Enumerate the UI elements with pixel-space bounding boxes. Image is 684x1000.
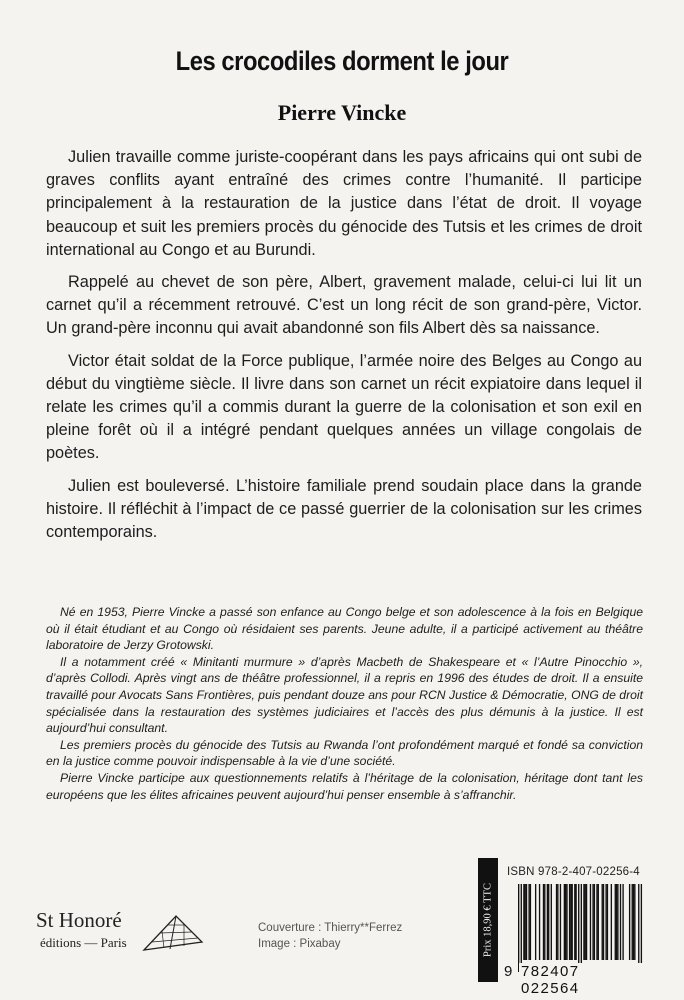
barcode-bar (525, 884, 526, 960)
synopsis-paragraph-2: Rappelé au chevet de son père, Albert, gravement malade, celui-ci lui lit un carnet qu’il a récemment retrouvé. C’est un long récit de son grand-père, Victor. Un grand-père inconnu qui avait abandonné son fils Albert dès sa naissance. (46, 273, 642, 338)
barcode-bar (620, 884, 621, 960)
barcode-digits (504, 960, 644, 997)
synopsis (46, 146, 642, 553)
barcode-bar (574, 884, 575, 960)
credits (258, 920, 402, 952)
barcode-bar (602, 884, 603, 960)
barcode-bar (581, 884, 582, 972)
barcode-bar (634, 884, 635, 960)
synopsis-paragraph-3: Victor était soldat de la Force publique, l’armée noire des Belges au Congo au début du vingtième siècle. Il livre dans son carnet un récit expiatoire dans lequel il relate les crimes qu’il a commis durant la guerre de la colonisation et son exil en pleine forêt où il a intégré pendant quelques années un village congolais de poètes. (46, 351, 642, 463)
barcode-bar (551, 884, 552, 960)
image-credit: Image : Pixabay (258, 938, 341, 950)
barcode-bar (592, 884, 593, 960)
barcode-bar (616, 884, 617, 960)
pyramid-icon (140, 912, 204, 952)
cover-credit: Couverture : Thierry**Ferrez (258, 922, 403, 934)
barcode-digit-first: 9 (504, 963, 513, 980)
author-bio (46, 604, 643, 803)
barcode-bar (518, 884, 519, 972)
book-title: Les crocodiles dorment le jour (175, 46, 509, 76)
barcode-bar (615, 884, 616, 960)
publisher-subtitle: éditions — Paris (40, 935, 127, 950)
barcode-bar (570, 884, 571, 960)
barcode-bar (633, 884, 634, 960)
barcode-bar (594, 884, 595, 960)
barcode-bar (590, 884, 591, 960)
barcode-bar (603, 884, 604, 960)
barcode-bar (547, 884, 548, 960)
publisher-logo (36, 908, 216, 958)
bio-paragraph-2: Il a notamment créé « Minitanti murmure » d’après Macbeth de Shakespeare et « l’Autre Pinocchio », d’après Collodi. Après vingt ans de théâtre professionnel, il a repris en 1996 des études de droit. Il a ensuite travaillé pour Avocats Sans Frontières, puis pendant douze ans pour RCN Justice & Démocratie, ONG de droit spécialisée dans la restauration des systèmes judiciaires et l’accès des plus démunis à la justice. Il est aujourd’hui consultant. (46, 654, 643, 736)
isbn-label: ISBN 978-2-407-02256-4 (507, 866, 640, 878)
barcode-bar (565, 884, 566, 960)
barcode-bar (530, 884, 531, 960)
barcode-bar (638, 884, 639, 972)
barcode-bar (539, 884, 540, 960)
barcode-bar (543, 884, 544, 960)
barcode-bar (629, 884, 630, 960)
barcode-bar (641, 884, 642, 972)
barcode-bar (560, 884, 561, 960)
synopsis-paragraph-1: Julien travaille comme juriste-coopérant dans les pays africains qui ont subi de graves conflits ayant entraîné des crimes contre l’humanité. Il participe principalement à la restauration de la justice dans l’état de droit. Il voyage beaucoup et suit les premiers procès du génocide des Tutsis et les crimes de droit international au Congo et au Burundi. (46, 148, 642, 259)
barcode-bar (611, 884, 612, 960)
barcode-bar (557, 884, 558, 960)
barcode-bar (617, 884, 618, 960)
barcode-bar (575, 884, 576, 960)
bio-paragraph-1: Né en 1953, Pierre Vincke a passé son enfance au Congo belge et son adolescence à la fois en Belgique où il était étudiant et au Congo où résidaient ses parents. Jeune adulte, il a participé activement au théâtre laboratoire de Jerzy Grotowski. (46, 605, 643, 653)
barcode-bar (544, 884, 545, 960)
barcode-digits-rest: 782407 022564 (519, 963, 644, 997)
barcode-bar (526, 884, 527, 960)
publisher-name: St Honoré (36, 908, 122, 932)
barcode-bar (585, 884, 586, 960)
price-label (478, 858, 498, 982)
barcode-bar (598, 884, 599, 960)
barcode-bar (632, 884, 633, 960)
bio-paragraph-4: Pierre Vincke participe aux questionnements relatifs à l’héritage de la colonisation, héritage dont tant les européens que les élites africaines peuvent aujourd’hui penser ensemble à s’affranchir. (46, 770, 643, 802)
barcode-bar (607, 884, 608, 960)
barcode-bar (564, 884, 565, 960)
bio-paragraph-3: Les premiers procès du génocide des Tutsis au Rwanda l’ont profondément marqué et fondé sa conviction en la justice comme pouvoir indispensable à la vie d’une société. (46, 737, 643, 769)
synopsis-paragraph-4: Julien est bouleversé. L’histoire familiale prend soudain place dans la grande histoire. Il réfléchit à l’impact de ce passé guerrier de la colonisation sur les crimes contemporains. (46, 476, 642, 542)
barcode-bar (578, 884, 579, 972)
barcode-bar (523, 884, 524, 960)
barcode-bar (521, 884, 522, 972)
barcode-bar (528, 884, 529, 960)
barcode-bar (572, 884, 573, 960)
barcode-bar (622, 884, 623, 960)
price-text: Prix 18,90 € TTC (482, 883, 494, 957)
barcode-bar (535, 884, 536, 960)
barcode-bar (569, 884, 570, 960)
barcode-bar (583, 884, 584, 960)
barcode-bar (605, 884, 606, 960)
barcode-bar (548, 884, 549, 960)
barcode-bar (556, 884, 557, 960)
barcode-bar (586, 884, 587, 960)
book-author: Pierre Vincke (277, 100, 407, 125)
barcode-bar (596, 884, 597, 960)
barcode-bar (566, 884, 567, 960)
